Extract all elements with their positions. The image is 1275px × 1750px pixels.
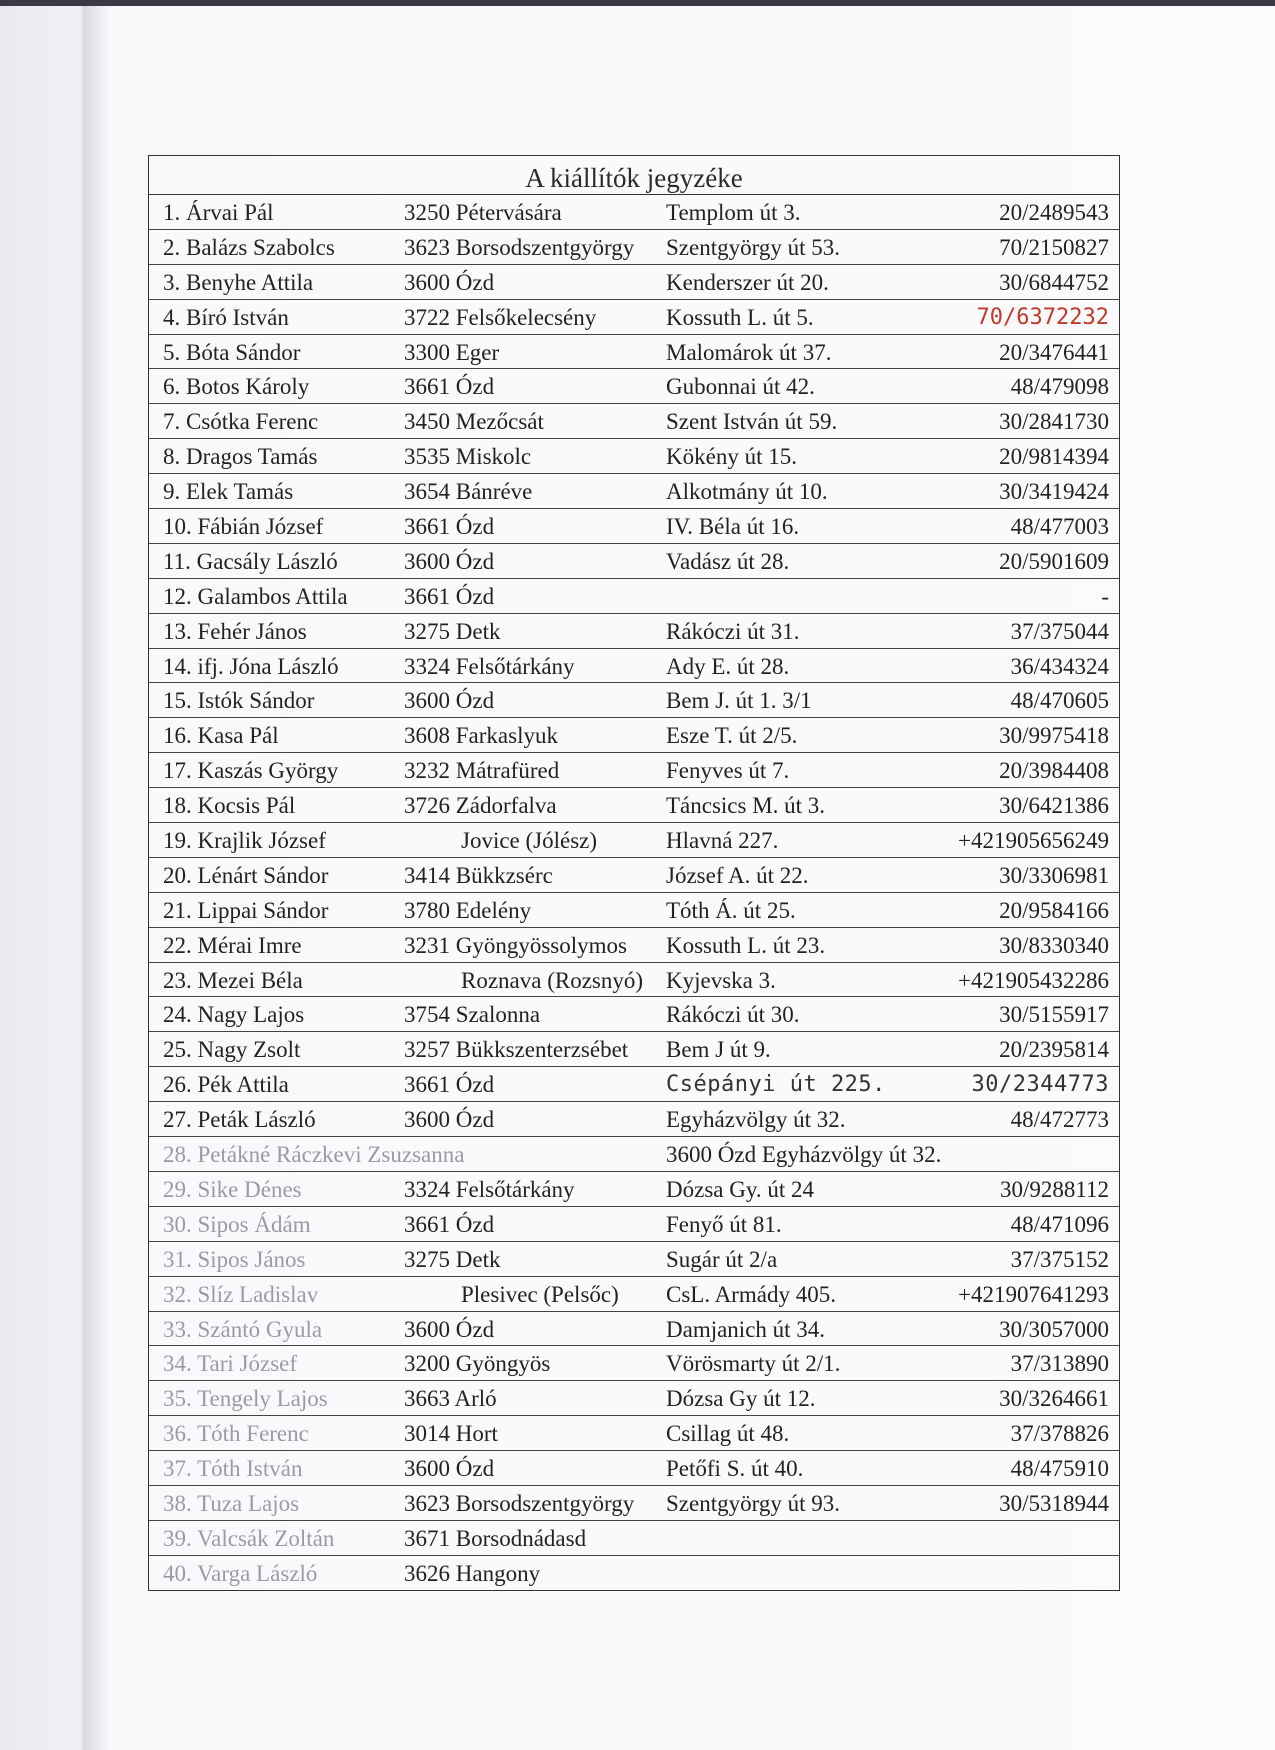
- exhibitor-phone: 20/5901609: [999, 548, 1109, 574]
- exhibitor-city: 3661 Ózd: [404, 1211, 495, 1237]
- table-row: [149, 928, 1119, 963]
- exhibitor-name: 5. Bóta Sándor: [163, 339, 301, 365]
- exhibitor-street: Tóth Á. út 25.: [666, 897, 796, 923]
- exhibitor-phone: 37/378826: [1010, 1421, 1109, 1447]
- table-row: [149, 1172, 1119, 1207]
- exhibitor-city: 3275 Detk: [404, 618, 501, 644]
- exhibitor-city: 3232 Mátrafüred: [404, 758, 560, 784]
- table-row: [149, 1032, 1119, 1067]
- exhibitor-name: 26. Pék Attila: [163, 1072, 289, 1098]
- table-row: [149, 1521, 1119, 1556]
- exhibitor-city: 3600 Ózd: [404, 1456, 495, 1482]
- exhibitor-phone: 36/434324: [1010, 653, 1109, 679]
- exhibitor-city: 3780 Edelény: [404, 897, 532, 923]
- exhibitor-city: 3661 Ózd: [404, 1072, 495, 1098]
- exhibitor-street: József A. út 22.: [666, 862, 809, 888]
- exhibitor-name: 13. Fehér János: [163, 618, 307, 644]
- exhibitor-phone: 48/471096: [1010, 1211, 1109, 1237]
- exhibitor-name: 29. Sike Dénes: [163, 1176, 302, 1202]
- exhibitor-phone: [944, 1556, 1119, 1592]
- exhibitor-name: 35. Tengely Lajos: [163, 1386, 328, 1412]
- exhibitor-street: Bem J út 9.: [666, 1037, 771, 1063]
- table-row: [149, 1451, 1119, 1486]
- exhibitor-city: 3600 Ózd: [404, 688, 495, 714]
- exhibitor-phone: +421905432286: [958, 967, 1109, 993]
- exhibitor-name: 33. Szántó Gyula: [163, 1316, 323, 1342]
- exhibitor-name: 31. Sipos János: [163, 1246, 306, 1272]
- exhibitor-street: Malomárok út 37.: [666, 339, 832, 365]
- exhibitor-street: Táncsics M. út 3.: [666, 793, 826, 819]
- table-row: [149, 1242, 1119, 1277]
- exhibitor-street: Damjanich út 34.: [666, 1316, 826, 1342]
- exhibitor-phone: 30/2344773: [971, 1072, 1109, 1098]
- exhibitor-street: Fenyves út 7.: [666, 758, 790, 784]
- exhibitor-phone: -: [1101, 583, 1109, 609]
- exhibitor-name: 7. Csótka Ferenc: [163, 409, 319, 435]
- exhibitor-street: Vadász út 28.: [666, 548, 790, 574]
- exhibitor-name: 16. Kasa Pál: [163, 723, 279, 749]
- exhibitor-street: Kenderszer út 20.: [666, 269, 829, 295]
- exhibitor-name: 1. Árvai Pál: [163, 200, 274, 225]
- exhibitor-phone: 30/9975418: [999, 723, 1109, 749]
- exhibitor-phone: 30/3306981: [999, 862, 1109, 888]
- exhibitor-name: 14. ifj. Jóna László: [163, 653, 339, 679]
- exhibitor-city: 3608 Farkaslyuk: [404, 723, 558, 749]
- exhibitor-phone: 37/313890: [1010, 1351, 1109, 1377]
- table-row: [149, 300, 1119, 335]
- exhibitor-phone: 30/6421386: [999, 793, 1109, 819]
- exhibitor-city: 3250 Pétervására: [404, 200, 562, 225]
- exhibitor-street: Fenyő út 81.: [666, 1211, 782, 1237]
- table-row: [149, 1312, 1119, 1347]
- scan-top-edge: [0, 0, 1275, 6]
- exhibitor-city: Jovice (Jólész): [461, 828, 598, 854]
- exhibitor-city: 3414 Bükkzsérc: [404, 862, 553, 888]
- exhibitor-street: Bem J. út 1. 3/1: [666, 688, 812, 714]
- exhibitor-table: [148, 155, 1120, 1591]
- exhibitor-city: 3600 Ózd: [404, 269, 495, 295]
- table-row: [149, 718, 1119, 753]
- exhibitor-city: 3671 Borsodnádasd: [404, 1525, 587, 1551]
- exhibitor-street: Vörösmarty út 2/1.: [666, 1351, 841, 1377]
- exhibitor-phone: 20/2489543: [999, 200, 1109, 225]
- exhibitor-city: 3257 Bükkszenterzsébet: [404, 1037, 629, 1063]
- table-row: [149, 1416, 1119, 1451]
- exhibitor-name: 28. Petákné Ráczkevi Zsuzsanna: [163, 1142, 465, 1168]
- exhibitor-street: IV. Béla út 16.: [666, 514, 800, 540]
- exhibitor-phone: 37/375044: [1010, 618, 1109, 644]
- exhibitor-city: 3661 Ózd: [404, 374, 495, 400]
- exhibitor-name: 12. Galambos Attila: [163, 583, 348, 609]
- table-row: [149, 265, 1119, 300]
- table-title: A kiállítók jegyzéke: [149, 156, 1119, 195]
- table-row: [149, 614, 1119, 649]
- exhibitor-phone: 20/3984408: [999, 758, 1109, 784]
- table-row: [149, 1346, 1119, 1381]
- exhibitor-name: 27. Peták László: [163, 1107, 316, 1133]
- exhibitor-name: 34. Tari József: [163, 1351, 298, 1377]
- table-row: [149, 1067, 1119, 1102]
- exhibitor-street: Egyházvölgy út 32.: [666, 1107, 846, 1133]
- exhibitor-phone: 30/3057000: [999, 1316, 1109, 1342]
- table-row: [149, 823, 1119, 858]
- table-row: [149, 544, 1119, 579]
- exhibitor-street: Esze T. út 2/5.: [666, 723, 798, 749]
- exhibitor-street: Kossuth L. út 23.: [666, 932, 826, 958]
- exhibitor-street: [666, 579, 944, 615]
- exhibitor-city: 3726 Zádorfalva: [404, 793, 557, 819]
- table-row: [149, 1556, 1119, 1590]
- table-row: [149, 1486, 1119, 1521]
- exhibitor-phone: 48/470605: [1010, 688, 1109, 714]
- exhibitor-phone: 20/9584166: [999, 897, 1109, 923]
- exhibitor-street: Gubonnai út 42.: [666, 374, 815, 400]
- exhibitor-phone: 70/6372232: [976, 304, 1109, 330]
- exhibitor-street: Alkotmány út 10.: [666, 479, 828, 505]
- exhibitor-name: 39. Valcsák Zoltán: [163, 1525, 335, 1551]
- exhibitor-street: Rákóczi út 31.: [666, 618, 800, 644]
- exhibitor-name: 21. Lippai Sándor: [163, 897, 329, 923]
- exhibitor-name: 15. Istók Sándor: [163, 688, 315, 714]
- table-row: [149, 369, 1119, 404]
- exhibitor-street: Szentgyörgy út 93.: [666, 1490, 840, 1516]
- exhibitor-phone: +421905656249: [958, 828, 1109, 854]
- exhibitor-street: Dózsa Gy. út 24: [666, 1176, 814, 1202]
- exhibitor-name: 37. Tóth István: [163, 1456, 303, 1482]
- table-row: [149, 753, 1119, 788]
- exhibitor-city: 3014 Hort: [404, 1421, 498, 1447]
- exhibitor-phone: 30/5155917: [999, 1002, 1109, 1028]
- exhibitor-street: Csépányi út 225.: [666, 1072, 886, 1098]
- exhibitor-name: 32. Slíz Ladislav: [163, 1281, 319, 1307]
- exhibitor-phone: 20/9814394: [999, 444, 1109, 470]
- table-row: [149, 195, 1119, 230]
- exhibitor-name: 3. Benyhe Attila: [163, 269, 314, 295]
- exhibitor-phone: 48/479098: [1010, 374, 1109, 400]
- table-row: [149, 404, 1119, 439]
- exhibitor-phone: 30/5318944: [999, 1490, 1109, 1516]
- exhibitor-street: Rákóczi út 30.: [666, 1002, 800, 1028]
- exhibitor-name: 10. Fábián József: [163, 514, 324, 540]
- exhibitor-city: 3300 Eger: [404, 339, 500, 365]
- exhibitor-city: 3623 Borsodszentgyörgy: [404, 1490, 635, 1516]
- exhibitor-name: 38. Tuza Lajos: [163, 1490, 300, 1516]
- exhibitor-phone: [944, 1521, 1119, 1557]
- exhibitor-street: Szent István út 59.: [666, 409, 838, 435]
- exhibitor-city: 3654 Bánréve: [404, 479, 533, 505]
- exhibitor-city: 3722 Felsőkelecsény: [404, 304, 597, 330]
- exhibitor-city: 3231 Gyöngyössolymos: [404, 932, 627, 958]
- table-row: [149, 963, 1119, 998]
- exhibitor-phone: 30/8330340: [999, 932, 1109, 958]
- table-row: [149, 858, 1119, 893]
- exhibitor-street: 3600 Ózd Egyházvölgy út 32.: [666, 1142, 942, 1168]
- exhibitor-phone: 48/475910: [1010, 1456, 1109, 1482]
- exhibitor-city: 3600 Ózd: [404, 1316, 495, 1342]
- exhibitor-phone: 30/9288112: [999, 1176, 1109, 1202]
- exhibitor-name: 22. Mérai Imre: [163, 932, 302, 958]
- exhibitor-phone: [944, 1137, 1119, 1173]
- exhibitor-name: 11. Gacsály László: [163, 548, 338, 574]
- exhibitor-city: 3600 Ózd: [404, 1107, 495, 1133]
- exhibitor-name: 40. Varga László: [163, 1560, 318, 1586]
- exhibitor-phone: 20/3476441: [999, 339, 1109, 365]
- table-row: [149, 1137, 1119, 1172]
- exhibitor-street: [666, 1556, 944, 1592]
- exhibitor-city: Roznava (Rozsnyó): [461, 967, 644, 993]
- exhibitor-city: 3661 Ózd: [404, 583, 495, 609]
- exhibitor-name: 9. Elek Tamás: [163, 479, 294, 505]
- exhibitor-street: [666, 1521, 944, 1557]
- exhibitor-city: 3663 Arló: [404, 1386, 497, 1412]
- exhibitor-name: 24. Nagy Lajos: [163, 1002, 305, 1028]
- exhibitor-city: 3623 Borsodszentgyörgy: [404, 234, 635, 260]
- table-row: [149, 997, 1119, 1032]
- table-row: [149, 1277, 1119, 1312]
- table-row: [149, 649, 1119, 684]
- table-row: [149, 335, 1119, 370]
- exhibitor-phone: 30/6844752: [999, 269, 1109, 295]
- exhibitor-phone: 30/2841730: [999, 409, 1109, 435]
- exhibitor-name: 2. Balázs Szabolcs: [163, 234, 335, 260]
- exhibitor-phone: 30/3419424: [999, 479, 1109, 505]
- table-row: [149, 893, 1119, 928]
- exhibitor-phone: +421907641293: [958, 1281, 1109, 1307]
- exhibitor-name: 18. Kocsis Pál: [163, 793, 296, 819]
- table-row: [149, 788, 1119, 823]
- exhibitor-name: 30. Sipos Ádám: [163, 1211, 311, 1237]
- exhibitor-city: 3450 Mezőcsát: [404, 409, 544, 435]
- table-row: [149, 683, 1119, 718]
- exhibitor-city: 3324 Felsőtárkány: [404, 653, 575, 679]
- exhibitor-name: 8. Dragos Tamás: [163, 444, 318, 470]
- exhibitor-name: 25. Nagy Zsolt: [163, 1037, 301, 1063]
- exhibitor-name: 6. Botos Károly: [163, 374, 310, 400]
- exhibitor-city: 3535 Miskolc: [404, 444, 532, 470]
- exhibitor-name: 20. Lénárt Sándor: [163, 862, 329, 888]
- table-body: [149, 195, 1119, 1590]
- exhibitor-street: Kossuth L. út 5.: [666, 304, 814, 330]
- exhibitor-phone: 30/3264661: [999, 1386, 1109, 1412]
- exhibitor-city: 3324 Felsőtárkány: [404, 1176, 575, 1202]
- table-row: [149, 1207, 1119, 1242]
- exhibitor-phone: 37/375152: [1010, 1246, 1109, 1272]
- exhibitor-phone: 20/2395814: [999, 1037, 1109, 1063]
- table-row: [149, 1381, 1119, 1416]
- exhibitor-street: Dózsa Gy út 12.: [666, 1386, 816, 1412]
- table-row: [149, 1102, 1119, 1137]
- exhibitor-city: 3626 Hangony: [404, 1560, 541, 1586]
- exhibitor-street: Ady E. út 28.: [666, 653, 790, 679]
- exhibitor-phone: 48/477003: [1010, 514, 1109, 540]
- exhibitor-street: Csillag út 48.: [666, 1421, 790, 1447]
- exhibitor-street: CsL. Armády 405.: [666, 1281, 836, 1307]
- exhibitor-street: Hlavná 227.: [666, 828, 779, 854]
- exhibitor-name: 4. Bíró István: [163, 304, 289, 330]
- exhibitor-city: Plesivec (Pelsőc): [461, 1281, 619, 1307]
- exhibitor-name: 36. Tóth Ferenc: [163, 1421, 309, 1447]
- exhibitor-street: Sugár út 2/a: [666, 1246, 778, 1272]
- exhibitor-phone: 48/472773: [1010, 1107, 1109, 1133]
- exhibitor-phone: 70/2150827: [999, 234, 1109, 260]
- table-row: [149, 509, 1119, 544]
- exhibitor-name: 17. Kaszás György: [163, 758, 339, 784]
- table-row: [149, 474, 1119, 509]
- exhibitor-street: Templom út 3.: [666, 200, 801, 225]
- exhibitor-city: 3661 Ózd: [404, 514, 495, 540]
- table-row: [149, 439, 1119, 474]
- exhibitor-street: Kökény út 15.: [666, 444, 797, 470]
- table-row: [149, 230, 1119, 265]
- exhibitor-name: 19. Krajlik József: [163, 828, 326, 854]
- exhibitor-city: 3275 Detk: [404, 1246, 501, 1272]
- exhibitor-city: 3600 Ózd: [404, 548, 495, 574]
- exhibitor-street: Petőfi S. út 40.: [666, 1456, 804, 1482]
- exhibitor-street: Szentgyörgy út 53.: [666, 234, 840, 260]
- exhibitor-city: 3754 Szalonna: [404, 1002, 541, 1028]
- exhibitor-street: Kyjevska 3.: [666, 967, 776, 993]
- exhibitor-name: 23. Mezei Béla: [163, 967, 303, 993]
- table-row: [149, 579, 1119, 614]
- exhibitor-city: 3200 Gyöngyös: [404, 1351, 551, 1377]
